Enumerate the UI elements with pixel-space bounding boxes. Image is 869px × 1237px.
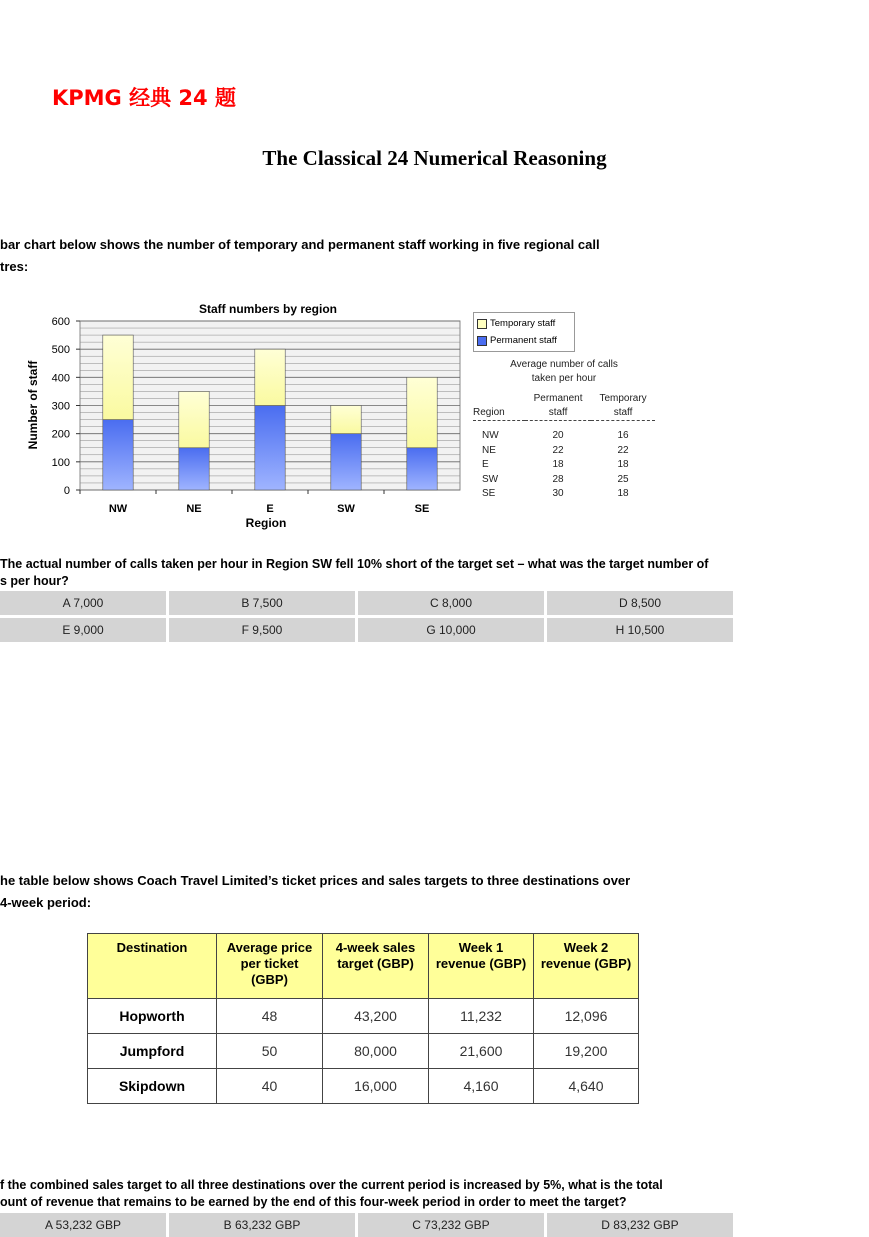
x-tick-label: NE bbox=[186, 503, 202, 515]
q1-option-c[interactable]: C 8,000 bbox=[358, 591, 544, 615]
q2-option-a[interactable]: A 53,232 GBP bbox=[0, 1213, 166, 1237]
legend-temporary bbox=[477, 315, 571, 332]
th-destination: Destination bbox=[88, 934, 217, 999]
bar-temporary-se bbox=[407, 377, 437, 447]
legend-perm-label: Permanent staff bbox=[490, 335, 557, 346]
chart-title: Staff numbers by region bbox=[198, 302, 338, 316]
q1-option-f[interactable]: F 9,500 bbox=[169, 618, 355, 642]
th-avg-price: Average price per ticket (GBP) bbox=[217, 934, 323, 999]
q2-intro bbox=[0, 870, 700, 914]
x-tick-label: E bbox=[266, 503, 274, 515]
q1-option-d[interactable]: D 8,500 bbox=[547, 591, 733, 615]
calls-per-hour-table bbox=[473, 358, 655, 502]
staff-bar-chart bbox=[20, 295, 470, 535]
y-tick-label: 400 bbox=[51, 372, 70, 385]
table-row: Hopworth 48 43,200 11,232 12,096 bbox=[88, 999, 639, 1034]
x-tick-label: SE bbox=[414, 503, 430, 515]
q2-question bbox=[0, 1177, 745, 1211]
calls-row: NW 20 16 bbox=[482, 430, 629, 441]
q1-option-h[interactable]: H 10,500 bbox=[547, 618, 733, 642]
th-sales-target: 4-week sales target (GBP) bbox=[323, 934, 429, 999]
y-tick-label: 600 bbox=[51, 316, 70, 328]
q2-intro-line2: 4-week period: bbox=[0, 895, 92, 910]
y-tick-label: 200 bbox=[51, 428, 70, 441]
q1-option-e[interactable]: E 9,000 bbox=[0, 618, 166, 642]
q1-question-line1: The actual number of calls taken per hour in Region SW fell 10% short of the target set – what was the target number of bbox=[0, 557, 709, 571]
q2-option-b[interactable]: B 63,232 GBP bbox=[169, 1213, 355, 1237]
chart-legend bbox=[473, 312, 575, 352]
q2-option-d[interactable]: D 83,232 GBP bbox=[547, 1213, 733, 1237]
bar-permanent-sw bbox=[331, 434, 361, 490]
calls-title-line1: Average number of calls bbox=[510, 359, 618, 370]
q1-option-g[interactable]: G 10,000 bbox=[358, 618, 544, 642]
legend-temp-swatch bbox=[477, 319, 487, 329]
table-row: Skipdown 40 16,000 4,160 4,640 bbox=[88, 1069, 639, 1104]
calls-row: NE 22 22 bbox=[482, 444, 629, 456]
q2-option-c[interactable]: C 73,232 GBP bbox=[358, 1213, 544, 1237]
col-region: Region bbox=[473, 407, 505, 418]
x-axis-label: Region bbox=[245, 516, 287, 530]
q1-option-a[interactable]: A 7,000 bbox=[0, 591, 166, 615]
bar-temporary-e bbox=[255, 349, 285, 405]
table-row: Jumpford 50 80,000 21,600 19,200 bbox=[88, 1034, 639, 1069]
th-week2: Week 2 revenue (GBP) bbox=[534, 934, 639, 999]
legend-permanent bbox=[477, 332, 571, 349]
legend-temp-label: Temporary staff bbox=[490, 318, 556, 329]
x-tick-label: SW bbox=[337, 503, 355, 515]
brand-title: KPMG 经典 24 题 bbox=[52, 86, 236, 110]
th-week1: Week 1 revenue (GBP) bbox=[429, 934, 534, 999]
calls-row: SW 28 25 bbox=[482, 473, 629, 485]
q1-question bbox=[0, 556, 745, 590]
y-axis-label: Number of staff bbox=[26, 360, 40, 450]
col-permanent: Permanent staff bbox=[533, 393, 583, 418]
y-tick-label: 0 bbox=[63, 485, 70, 497]
y-tick-label: 100 bbox=[51, 456, 70, 469]
bar-permanent-ne bbox=[179, 448, 209, 490]
y-tick-label: 500 bbox=[51, 344, 70, 357]
q1-option-b[interactable]: B 7,500 bbox=[169, 591, 355, 615]
calls-title-line2: taken per hour bbox=[531, 373, 597, 384]
q2-question-line1: f the combined sales target to all three destinations over the current period is increased by 5%, what is the total bbox=[0, 1178, 663, 1192]
page-title: The Classical 24 Numerical Reasoning bbox=[262, 146, 607, 170]
q1-intro-line2: tres: bbox=[0, 259, 29, 274]
coach-travel-table bbox=[87, 933, 639, 1104]
calls-row: SE 30 18 bbox=[482, 488, 629, 499]
calls-row: E 18 18 bbox=[482, 459, 629, 470]
x-tick-label: NW bbox=[108, 503, 128, 515]
bar-permanent-nw bbox=[103, 420, 133, 490]
q2-question-line2: ount of revenue that remains to be earned by the end of this four-week period in order to meet the target? bbox=[0, 1195, 627, 1209]
q1-options bbox=[0, 591, 735, 642]
bar-temporary-ne bbox=[179, 391, 209, 447]
q1-question-line2: s per hour? bbox=[0, 574, 69, 588]
q2-options bbox=[0, 1213, 735, 1237]
bar-temporary-nw bbox=[103, 335, 133, 419]
col-temporary: Temporary staff bbox=[599, 393, 647, 418]
q1-intro-line1: bar chart below shows the number of temporary and permanent staff working in five regional call bbox=[0, 237, 600, 252]
bar-permanent-e bbox=[255, 406, 285, 491]
q2-intro-line1: he table below shows Coach Travel Limited’s ticket prices and sales targets to three destinations over bbox=[0, 873, 631, 888]
q1-intro bbox=[0, 234, 700, 278]
legend-perm-swatch bbox=[477, 336, 487, 346]
calls-table-title bbox=[473, 358, 655, 386]
y-tick-label: 300 bbox=[51, 400, 70, 413]
bar-temporary-sw bbox=[331, 406, 361, 434]
bar-permanent-se bbox=[407, 448, 437, 490]
